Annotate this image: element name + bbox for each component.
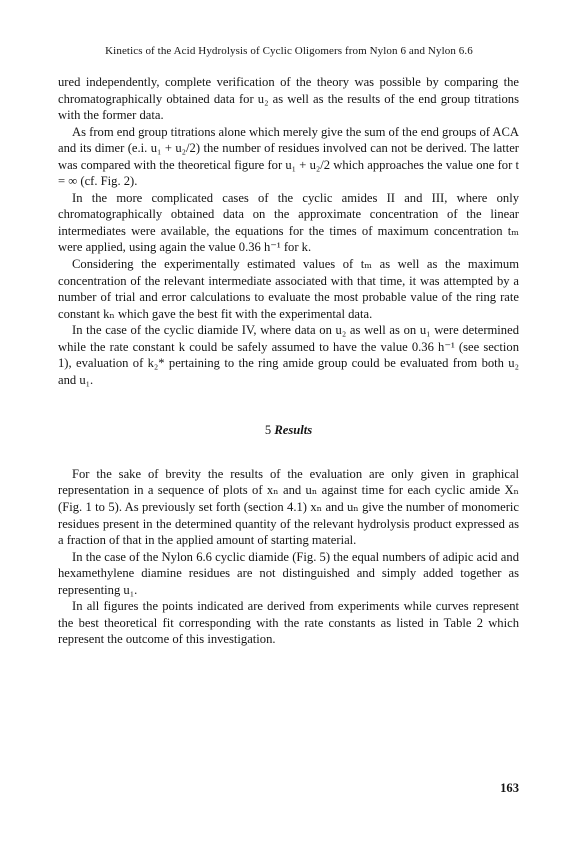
paragraph: In the more complicated cases of the cyclic amides II and III, where only chromatographically obtained data on the approximate concentration of the linear intermediates were available, the equations for the times of maximum concentration tₘ were applied, using again the value 0.36 h⁻¹ for k. — [58, 190, 519, 255]
running-head: Kinetics of the Acid Hydrolysis of Cyclic Oligomers from Nylon 6 and Nylon 6.6 — [105, 45, 473, 57]
page-number: 163 — [500, 781, 519, 795]
section-heading — [58, 422, 519, 439]
section-title: Results — [274, 423, 313, 438]
paragraph: In the case of the Nylon 6.6 cyclic diamide (Fig. 5) the equal numbers of adipic acid and hexamethylene diamine residues are not distinguished and simply added together as representing u₁. — [58, 549, 519, 597]
paragraph: As from end group titrations alone which merely give the sum of the end groups of ACA and its dimer (e.i. u₁ + u₂/2) the number of residues involved can not be derived. The latter was compared with the theoretical figure for u₁ + u₂/2 which approaches the value one for t = ∞ (cf. Fig. 2). — [58, 124, 519, 189]
section-number: 5 — [264, 423, 272, 438]
article-body — [58, 74, 519, 648]
paragraph: In all figures the points indicated are derived from experiments while curves represent the best theoretical fit corresponding with the rate constants as listed in Table 2 which represent the outcome of this investigation. — [58, 599, 519, 647]
paragraph: ured independently, complete verification of the theory was possible by comparing the chromatographically obtained data for u₂ as well as the results of the end group titrations with the former data. — [58, 75, 519, 123]
paragraph: In the case of the cyclic diamide IV, where data on u₂ as well as on u₁ were determined while the rate constant k could be safely assumed to have the value 0.36 h⁻¹ (see section 1), evaluation of k₂* pertaining to the ring amide group could be evaluated from both u₂ and u₁. — [58, 323, 519, 387]
paragraph: For the sake of brevity the results of the evaluation are only given in graphical representation in a sequence of plots of xₙ and uₙ against time for each cyclic amide Xₙ (Fig. 1 to 5). As previously set forth (section 4.1) xₙ and uₙ give the number of monomeric residues present in the determined quantity of the relevant hydrolysis product expressed as a fraction of that in the applied amount of starting material. — [58, 466, 519, 548]
paragraph: Considering the experimentally estimated values of tₘ as well as the maximum concentration of the relevant intermediate associated with that time, it was attempted by a number of trial and error calculations to evaluate the most probable value of the ring rate constant kₙ which gave the best fit with the experimental data. — [58, 257, 519, 321]
